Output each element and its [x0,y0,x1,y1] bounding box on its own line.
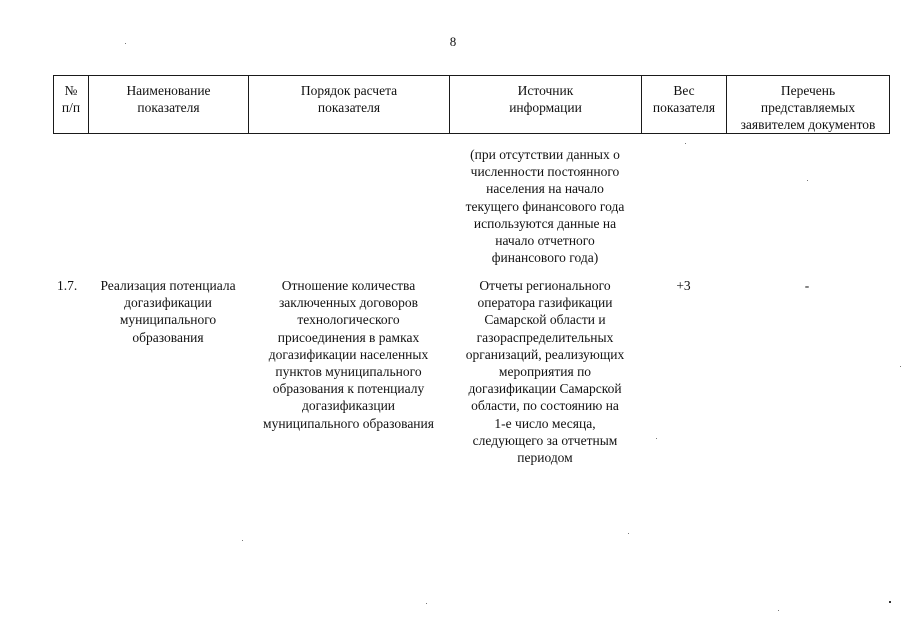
text-line: организаций, реализующих [465,346,625,362]
text-line: следующего за отчетным [472,432,618,448]
scan-speck [685,143,686,144]
scan-speck [778,610,779,611]
header-row [54,76,890,134]
text-line: пунктов муниципального [275,364,422,380]
scan-speck [242,540,243,541]
header-calculation [249,76,450,134]
scan-speck [889,601,891,603]
header-line: показателя [317,100,381,115]
text-line: используются данные на [473,215,617,231]
text-line: догазификации [124,295,212,311]
text-line: текущего финансового года [465,198,625,214]
scan-speck [807,180,808,181]
text-line: периодом [517,450,573,466]
text-line: догазификации населенных [268,346,429,362]
header-line: Источник [517,83,574,98]
continuation-source-cell [450,146,640,266]
text-line: образования [132,329,204,345]
header-weight [642,76,727,134]
header-line: показателя [652,100,716,115]
header-documents [727,76,890,134]
text-line: населения на начало [486,181,604,197]
header-source [450,76,642,134]
header-line: Наименование [126,83,211,98]
text-line: Отчеты регионального [479,278,611,293]
header-line: Порядок расчета [300,83,398,98]
source-cell [450,277,640,466]
scan-speck [900,366,901,367]
text-line: газораспределительных [476,329,614,345]
text-line: численности постоянного [470,164,620,180]
scan-speck [125,43,126,44]
header-line: показателя [137,100,200,115]
text-line: догазификации Самарской [468,381,622,397]
text-line: мероприятия по [498,364,592,380]
scan-speck [628,533,629,534]
text-line: (при отсутствии данных о [470,147,620,162]
text-line: Самарской области и [484,312,606,328]
scan-speck [656,438,657,439]
table-header [53,75,890,134]
header-line: Вес [673,83,695,98]
documents-value: - [804,278,810,293]
header-number [54,76,89,134]
header-line: п/п [61,100,81,115]
header-line: представляемых [760,100,856,115]
text-line: догазификазции [301,398,396,414]
calculation-cell [249,277,448,432]
text-line: 1-е число месяца, [494,415,596,431]
weight-value: +3 [676,278,691,293]
header-line: информации [509,100,582,115]
page-number: 8 [449,34,457,49]
header-line: № [64,83,78,98]
text-line: присоединения в рамках [277,329,420,345]
text-line: Реализация потенциала [100,278,236,293]
text-line: муниципального [119,312,217,328]
text-line: начало отчетного [495,233,595,249]
row-number: 1.7. [57,278,78,293]
text-line: финансового года) [491,250,599,266]
text-line: области, по состоянию на [471,398,619,414]
header-line: Перечень [780,83,836,98]
header-name [89,76,249,134]
text-line: оператора газификации [477,295,613,311]
indicator-name-cell [89,277,247,346]
text-line: Отношение количества [281,278,416,293]
text-line: образования к потенциалу [272,381,425,397]
header-line: заявителем документов [740,117,876,132]
text-line: муниципального образования [263,415,434,431]
scan-speck [426,603,427,604]
text-line: технологического [297,312,400,328]
text-line: заключенных договоров [278,295,419,311]
